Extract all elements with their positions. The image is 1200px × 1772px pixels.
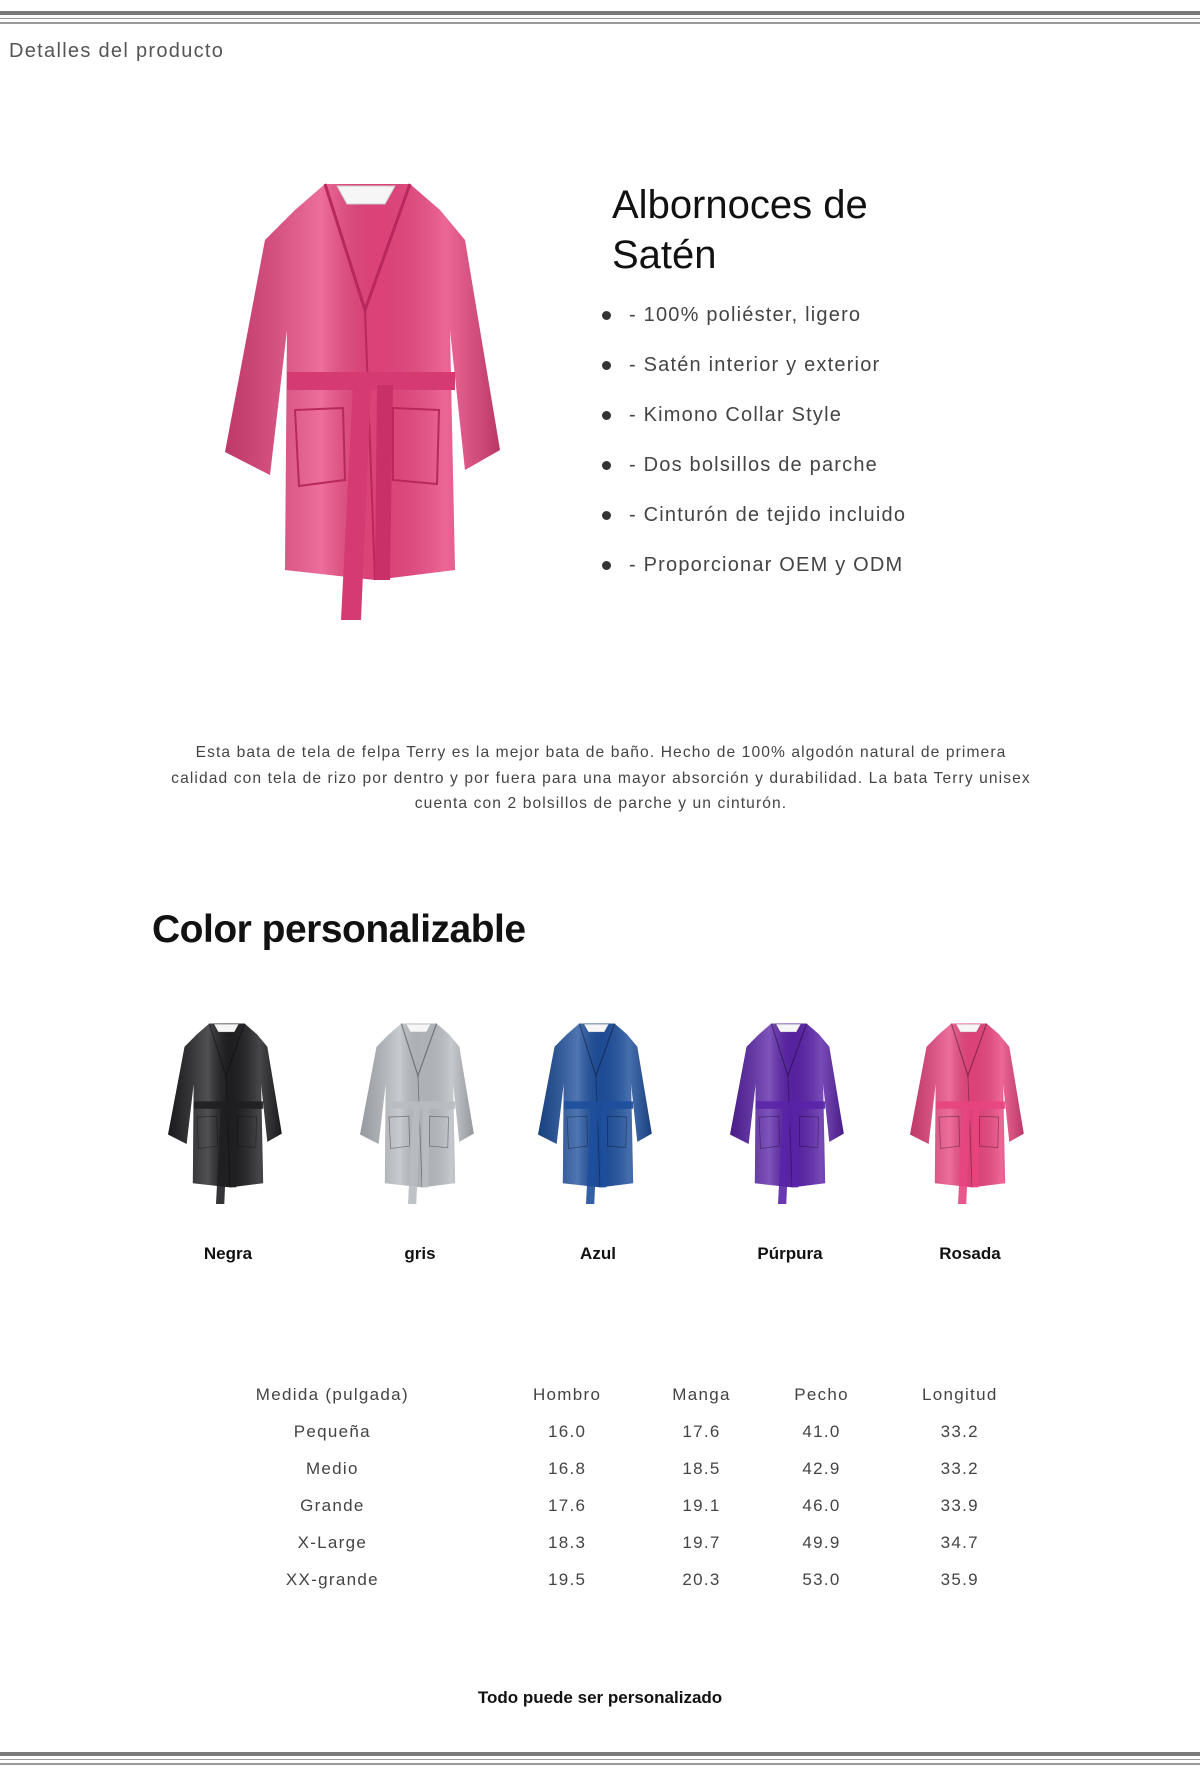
robe-thumbnail bbox=[538, 1020, 658, 1210]
robe-thumbnail bbox=[910, 1020, 1030, 1210]
table-cell: 17.6 bbox=[682, 1421, 721, 1441]
robe-shape bbox=[910, 1024, 1024, 1204]
table-cell: 16.0 bbox=[547, 1421, 587, 1441]
table-cell: 19.5 bbox=[547, 1569, 587, 1589]
bullet-icon bbox=[602, 411, 611, 420]
table-header-row bbox=[170, 1376, 1040, 1413]
feature-item: - Cinturón de tejido incluido bbox=[600, 498, 906, 548]
color-swatch-azul bbox=[518, 1020, 678, 1263]
product-description: Esta bata de tela de felpa Terry es la mejor bata de baño. Hecho de 100% algodón natural de primera calidad con tela de rizo por dentro y por fuera para una mayor absorción y durabilidad. La bata Terry unisex cuenta con 2 bolsillos de parche y un cinturón. bbox=[171, 744, 1031, 812]
product-title: Albornoces de Satén bbox=[612, 183, 868, 277]
bullet-icon bbox=[602, 311, 611, 320]
table-cell: 34.7 bbox=[940, 1532, 979, 1552]
table-cell: 33.9 bbox=[940, 1495, 979, 1515]
feature-item: - Kimono Collar Style bbox=[600, 398, 906, 448]
table-row bbox=[170, 1524, 1040, 1561]
color-swatch-negra bbox=[148, 1020, 308, 1263]
table-row bbox=[170, 1413, 1040, 1450]
table-cell: 18.5 bbox=[682, 1458, 721, 1478]
color-swatch-gris bbox=[340, 1020, 500, 1263]
feature-item: - 100% poliéster, ligero bbox=[600, 298, 906, 348]
table-cell: 53.0 bbox=[802, 1569, 841, 1589]
table-row bbox=[170, 1450, 1040, 1487]
column-header: Hombro bbox=[532, 1384, 602, 1404]
table-cell: 19.7 bbox=[682, 1532, 721, 1552]
swatch-label: Negra bbox=[203, 1244, 253, 1263]
table-cell: X-Large bbox=[297, 1532, 368, 1552]
bullet-icon bbox=[602, 511, 611, 520]
product-robe-image bbox=[225, 180, 515, 630]
table-cell: 42.9 bbox=[802, 1458, 841, 1478]
robe-shape bbox=[538, 1024, 652, 1204]
swatch-label: Rosada bbox=[939, 1244, 1001, 1263]
table-cell: 20.3 bbox=[682, 1569, 721, 1589]
table-cell: Medio bbox=[305, 1458, 359, 1478]
table-cell: 35.9 bbox=[940, 1569, 979, 1589]
table-cell: XX-grande bbox=[285, 1569, 379, 1589]
column-header: Pecho bbox=[794, 1384, 849, 1404]
robe-thumbnail bbox=[730, 1020, 850, 1210]
bullet-icon bbox=[602, 361, 611, 370]
column-header: Longitud bbox=[921, 1384, 998, 1404]
table-cell: Grande bbox=[300, 1495, 365, 1515]
swatch-label: gris bbox=[404, 1244, 436, 1263]
section-title: Detalles del producto bbox=[9, 40, 225, 62]
feature-list bbox=[600, 298, 906, 598]
table-cell: 41.0 bbox=[802, 1421, 841, 1441]
table-cell: 49.9 bbox=[802, 1532, 841, 1552]
swatch-label: Púrpura bbox=[757, 1244, 823, 1263]
column-header: Manga bbox=[672, 1384, 731, 1404]
table-cell: 33.2 bbox=[940, 1421, 979, 1441]
robe-thumbnail bbox=[168, 1020, 288, 1210]
table-cell: 33.2 bbox=[940, 1458, 979, 1478]
robe-shape bbox=[730, 1024, 844, 1204]
table-row bbox=[170, 1487, 1040, 1524]
table-cell: 46.0 bbox=[802, 1495, 841, 1515]
size-table bbox=[170, 1376, 1040, 1598]
top-divider bbox=[0, 11, 1200, 24]
color-swatch-rosada bbox=[890, 1020, 1050, 1263]
feature-item: - Dos bolsillos de parche bbox=[600, 448, 906, 498]
robe-thumbnail bbox=[360, 1020, 480, 1210]
table-cell: 19.1 bbox=[682, 1495, 721, 1515]
robe-shape bbox=[360, 1024, 474, 1204]
bullet-icon bbox=[602, 461, 611, 470]
bottom-divider bbox=[0, 1752, 1200, 1765]
table-cell: 16.8 bbox=[547, 1458, 587, 1478]
table-row bbox=[170, 1561, 1040, 1598]
feature-item: - Satén interior y exterior bbox=[600, 348, 906, 398]
table-cell: 18.3 bbox=[547, 1532, 587, 1552]
robe-shape bbox=[168, 1024, 282, 1204]
swatch-label: Azul bbox=[580, 1244, 616, 1263]
color-heading: Color personalizable bbox=[152, 908, 526, 951]
table-cell: 17.6 bbox=[547, 1495, 587, 1515]
bullet-icon bbox=[602, 561, 611, 570]
column-header: Medida (pulgada) bbox=[255, 1384, 409, 1404]
customization-note: Todo puede ser personalizado bbox=[477, 1688, 723, 1707]
robe-shape bbox=[225, 184, 500, 620]
color-swatch-purpura bbox=[710, 1020, 870, 1263]
feature-item: - Proporcionar OEM y ODM bbox=[600, 548, 906, 598]
table-cell: Pequeña bbox=[293, 1421, 371, 1441]
